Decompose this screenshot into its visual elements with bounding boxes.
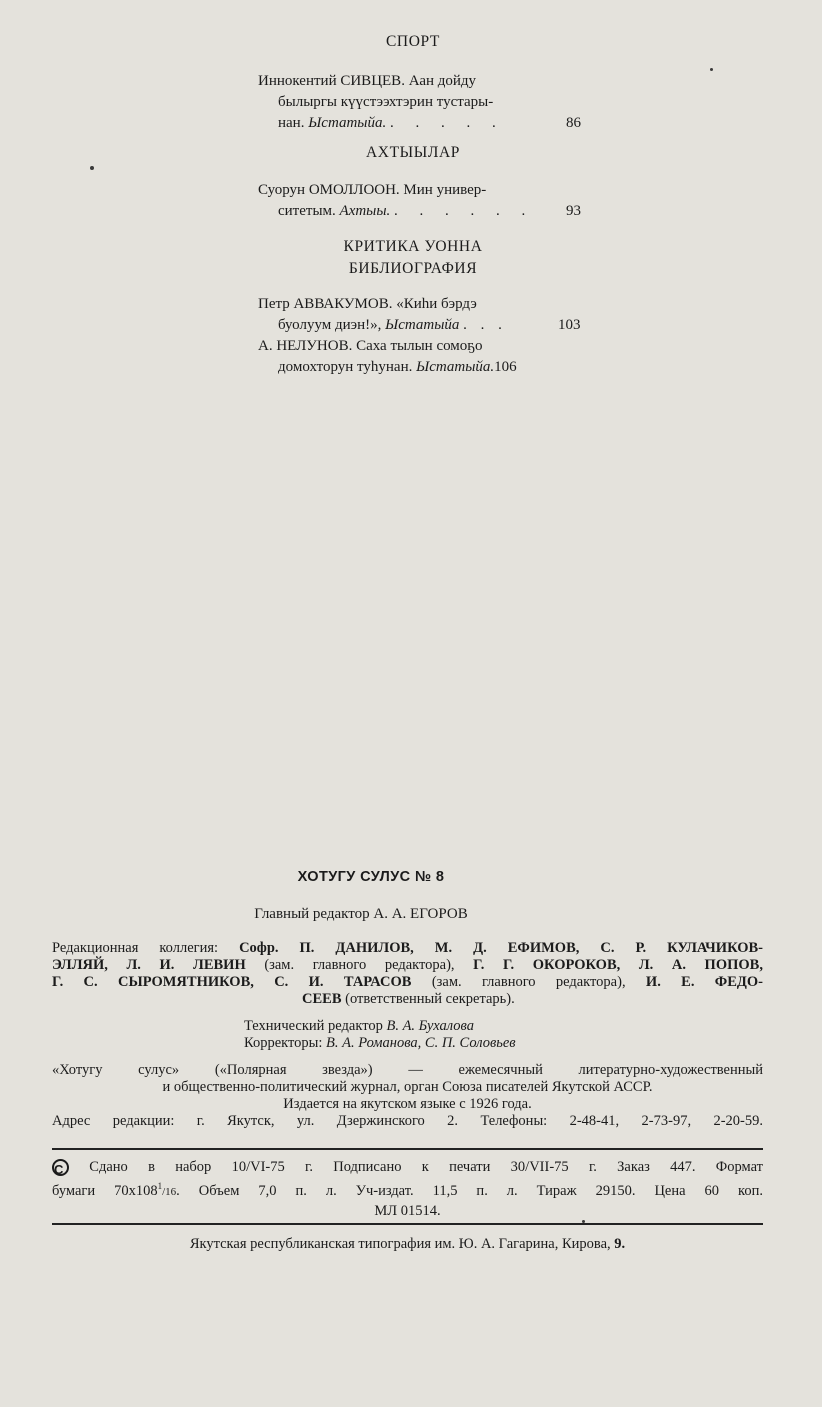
printer-number: 9. — [614, 1236, 626, 1252]
section-heading-critique — [293, 236, 533, 280]
description-line: и общественно-политический журнал, орган Союза писателей Якутской АССР. — [162, 1079, 653, 1095]
printing-text: Сдано в набор 10/VI-75 г. Подписано к печати 30/VII-75 г. Заказ 447. Формат — [89, 1159, 764, 1175]
format-fraction: /16 — [162, 1185, 177, 1198]
toc-entry-avvakumov — [258, 294, 588, 336]
page-number: 93 — [566, 203, 581, 219]
heading-line: БИБЛИОГРАФИЯ — [348, 260, 478, 277]
printing-line: МЛ 01514. — [374, 1202, 441, 1219]
leader-dots: . . . . . — [389, 115, 505, 131]
board-names: Г. С. СЫРОМЯТНИКОВ, С. И. ТАРАСОВ — [52, 974, 412, 990]
entry-line: Иннокентий СИВЦЕВ. Аан дойду — [258, 73, 477, 89]
printer-info — [52, 1236, 763, 1253]
entry-genre: Ыстатыйа. — [416, 359, 495, 375]
paper-speck — [710, 68, 713, 71]
entry-genre: Ыстатыйа — [385, 317, 460, 333]
board-label: Редакционная коллегия: — [52, 940, 219, 956]
description-line: Издается на якутском языке с 1926 года. — [283, 1096, 532, 1112]
editorial-board — [52, 940, 763, 1008]
entry-text: нан. — [278, 115, 305, 131]
board-line — [52, 974, 763, 991]
entry-line: А. НЕЛУНОВ. Саха тылын сомоҕо — [258, 338, 483, 354]
section-heading-memoirs: АХТЫЫЛАР — [365, 144, 461, 161]
entry-line-last — [258, 201, 588, 222]
correctors-label: Корректоры: — [244, 1035, 323, 1051]
technical-staff — [244, 1018, 664, 1052]
chief-editor — [161, 906, 561, 923]
board-line — [52, 991, 763, 1008]
magazine-issue-title: ХОТУГУ СУЛУС № 8 — [297, 869, 445, 885]
leader-dots: . . . . . . — [394, 203, 535, 219]
printing-line — [52, 1158, 763, 1177]
board-note: (ответственный секретарь). — [345, 991, 515, 1007]
tech-editor-name: В. А. Бухалова — [386, 1018, 474, 1034]
entry-genre: Ахтыы. — [339, 203, 391, 219]
entry-line-last — [258, 357, 588, 378]
printing-line — [52, 1177, 763, 1202]
printer-text: Якутская республиканская типография им. Ю. А. Гагарина, Кирова, — [189, 1236, 611, 1252]
paper-speck — [582, 1220, 585, 1223]
page-number: 86 — [566, 115, 581, 131]
correctors-names: В. А. Романова, С. П. Соловьев — [326, 1035, 516, 1051]
board-names: Софр. П. ДАНИЛОВ, М. Д. ЕФИМОВ, С. Р. КУЛАЧИКОВ- — [239, 940, 764, 956]
copyright-icon: C — [52, 1159, 69, 1176]
tech-editor — [244, 1018, 664, 1035]
entry-text: ситетым. — [278, 203, 336, 219]
leader-dots: . . . — [463, 317, 507, 333]
printing-text: . Объем 7,0 п. л. Уч-издат. 11,5 п. л. Тираж 29150. Цена 60 коп. — [176, 1182, 763, 1199]
magazine-description — [52, 1062, 763, 1130]
description-line: «Хотугу сулус» («Полярная звезда») — ежемесячный литературно-художественный — [52, 1062, 763, 1078]
toc-entry-nelunov — [258, 336, 588, 378]
entry-line-last — [258, 315, 588, 336]
entry-line: Петр АВВАКУМОВ. «Киһи бэрдэ — [258, 296, 477, 312]
address-line: Адрес редакции: г. Якутск, ул. Дзержинского 2. Телефоны: 2-48-41, 2-73-97, 2-20-59. — [52, 1113, 763, 1129]
chief-editor-label: Главный редактор — [254, 906, 370, 922]
board-names: СЕЕВ — [302, 991, 342, 1007]
board-names: ЭЛЛЯЙ, Л. И. ЛЕВИН — [52, 957, 246, 973]
printing-text: бумаги 70x108 — [52, 1182, 158, 1199]
chief-editor-name: А. А. ЕГОРОВ — [373, 906, 468, 922]
section-heading-sport: СПОРТ — [385, 33, 440, 50]
toc-entry-sivtsev — [258, 71, 588, 134]
entry-line: былыргы күүстээхтэрин тустары- — [278, 94, 494, 110]
board-line — [52, 957, 763, 974]
entry-text: домохторун туһунан. — [278, 359, 413, 375]
divider-rule — [52, 1223, 763, 1225]
board-names: И. Е. ФЕДО- — [645, 974, 764, 990]
entry-line: Суорун ОМОЛЛООН. Мин универ- — [258, 182, 487, 198]
toc-entry-omollon — [258, 180, 588, 222]
board-line — [52, 940, 763, 957]
divider-rule — [52, 1148, 763, 1150]
entry-text: буолуум диэн!», — [278, 317, 382, 333]
printing-details — [52, 1158, 763, 1221]
correctors — [244, 1035, 664, 1052]
format-superscript: 1 — [157, 1181, 163, 1191]
entry-line-last — [258, 113, 588, 134]
heading-line: КРИТИКА УОННА — [343, 238, 483, 255]
page-number: 103 — [558, 317, 581, 333]
entry-genre: Ыстатыйа. — [308, 115, 387, 131]
board-names: Г. Г. ОКОРОКОВ, Л. А. ПОПОВ, — [473, 957, 763, 973]
tech-editor-label: Технический редактор — [244, 1018, 383, 1034]
board-note: (зам. главного редактора), — [264, 957, 455, 973]
paper-speck — [90, 166, 94, 170]
board-note: (зам. главного редактора), — [431, 974, 626, 990]
page-number: 106 — [494, 359, 517, 375]
